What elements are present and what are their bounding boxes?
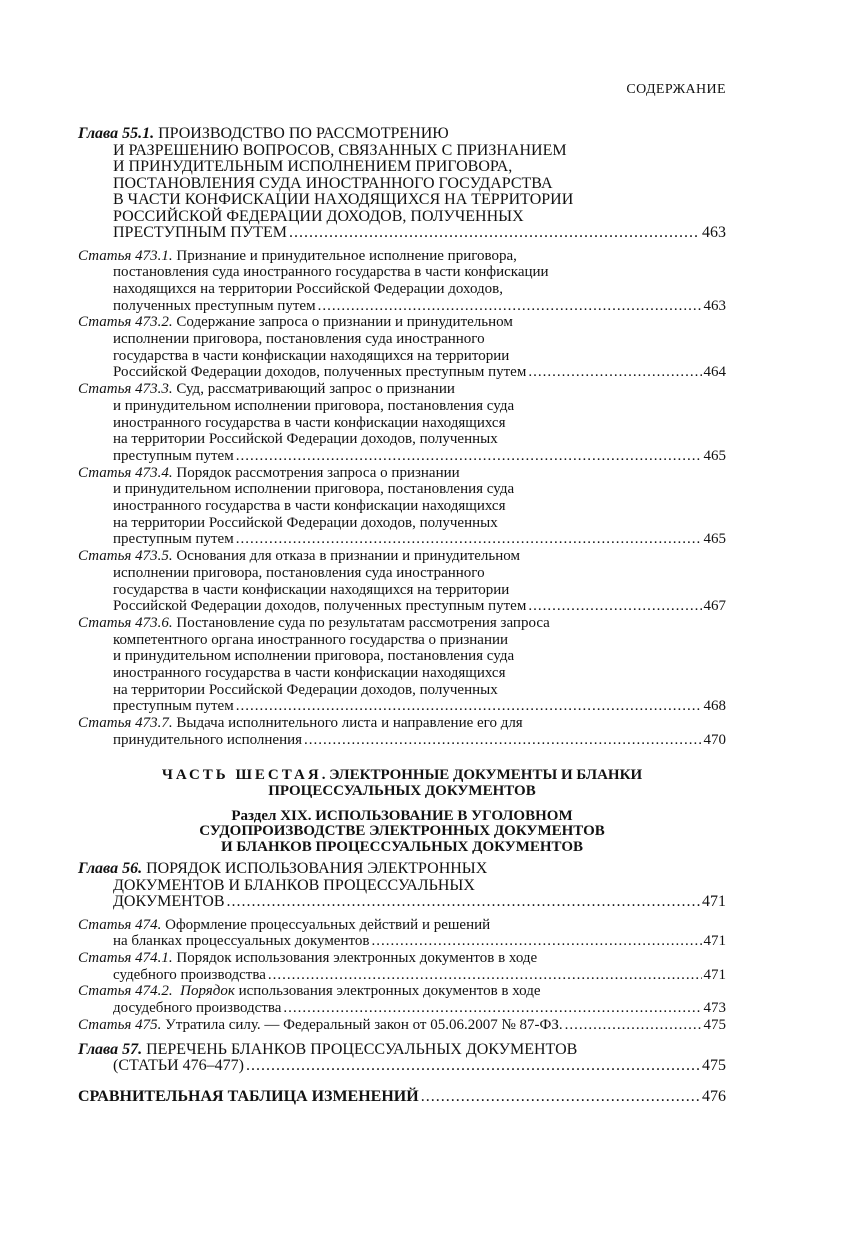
- leader-dots: [528, 364, 701, 381]
- toc-chapter-55-1[interactable]: [78, 126, 726, 242]
- entry-text: иностранного государства в части конфискации находящихся: [113, 414, 506, 431]
- entry-text: на территории Российской Федерации доходов, полученных: [113, 431, 498, 448]
- section-19-heading[interactable]: [78, 809, 726, 856]
- page-number: 475: [702, 1057, 726, 1075]
- entry-text: ДОКУМЕНТОВ И БЛАНКОВ ПРОЦЕССУАЛЬНЫХ: [113, 876, 475, 894]
- toc-article-475[interactable]: [78, 1017, 726, 1034]
- page-number: 473: [703, 1000, 726, 1017]
- part-title: . ЭЛЕКТРОННЫЕ ДОКУМЕНТЫ И БЛАНКИ: [321, 766, 643, 783]
- entry-text: постановления суда иностранного государства в части конфискации: [113, 264, 549, 281]
- entry-text: ПОРЯДОК ИСПОЛЬЗОВАНИЯ ЭЛЕКТРОННЫХ: [146, 860, 488, 878]
- part-label: ЧАСТЬ ШЕСТАЯ: [161, 766, 322, 783]
- page-number: 465: [703, 447, 726, 464]
- entry-text: Суд, рассматривающий запрос о признании: [176, 381, 455, 398]
- toc-article-473-3[interactable]: [78, 381, 726, 465]
- entry-text: ПЕРЕЧЕНЬ БЛАНКОВ ПРОЦЕССУАЛЬНЫХ ДОКУМЕНТОВ: [146, 1040, 578, 1058]
- entry-text: государства в части конфискации находящихся на территории: [113, 581, 510, 598]
- entry-text: иностранного государства в части конфискации находящихся: [113, 498, 506, 515]
- article-label: Статья 473.5.: [78, 548, 173, 565]
- table-of-contents: [78, 126, 726, 1111]
- entry-text: Основания для отказа в признании и принудительном: [176, 548, 520, 565]
- leader-dots: [304, 732, 701, 749]
- toc-article-473-1[interactable]: [78, 248, 726, 315]
- article-label: Статья 475.: [78, 1016, 162, 1033]
- toc-article-473-6[interactable]: [78, 615, 726, 715]
- page-number: 464: [703, 364, 726, 381]
- leader-dots: [268, 967, 702, 984]
- entry-text: И ПРИНУДИТЕЛЬНЫМ ИСПОЛНЕНИЕМ ПРИГОВОРА,: [113, 158, 513, 175]
- toc-article-473-4[interactable]: [78, 465, 726, 549]
- entry-text: Оформление процессуальных действий и решений: [165, 916, 491, 933]
- section-title: И БЛАНКОВ ПРОЦЕССУАЛЬНЫХ ДОКУМЕНТОВ: [220, 838, 584, 855]
- toc-comparison-table[interactable]: [78, 1089, 726, 1106]
- section-title: СУДОПРОИЗВОДСТВЕ ЭЛЕКТРОННЫХ ДОКУМЕНТОВ: [199, 823, 605, 840]
- leader-dots: [318, 298, 702, 315]
- toc-article-473-5[interactable]: [78, 548, 726, 615]
- entry-text: преступным путем: [113, 698, 234, 715]
- page-number: 465: [703, 531, 726, 548]
- article-label: Статья 473.1.: [78, 247, 173, 264]
- entry-text: ДОКУМЕНТОВ: [113, 893, 225, 911]
- entry-text: полученных преступным путем: [113, 297, 316, 314]
- entry-text: на бланках процессуальных документов: [113, 933, 370, 950]
- entry-text: Признание и принудительное исполнение приговора,: [176, 247, 517, 264]
- page-number: 476: [702, 1087, 726, 1105]
- entry-text: Выдача исполнительного листа и направление его для: [176, 715, 523, 732]
- entry-text: Российской Федерации доходов, полученных преступным путем: [113, 364, 527, 381]
- entry-text: Утратила силу. — Федеральный закон от 05.06.2007 № 87-ФЗ.: [165, 1016, 563, 1033]
- entry-text: В ЧАСТИ КОНФИСКАЦИИ НАХОДЯЩИХСЯ НА ТЕРРИТОРИИ: [113, 191, 574, 208]
- entry-text: и принудительном исполнении приговора, постановления суда: [113, 397, 515, 414]
- entry-text: (СТАТЬИ 476–477): [113, 1057, 244, 1075]
- leader-dots: [236, 448, 702, 465]
- article-label: Статья 473.3.: [78, 381, 173, 398]
- leader-dots: [421, 1089, 700, 1106]
- section-title: Раздел XIX. ИСПОЛЬЗОВАНИЕ В УГОЛОВНОМ: [231, 807, 573, 824]
- entry-text: исполнении приговора, постановления суда иностранного: [113, 331, 485, 348]
- entry-text: государства в части конфискации находящихся на территории: [113, 347, 510, 364]
- article-label: Статья 473.7.: [78, 715, 173, 732]
- entry-text: на территории Российской Федерации доходов, полученных: [113, 514, 498, 531]
- entry-text: ПРЕСТУПНЫМ ПУТЕМ: [113, 224, 287, 241]
- toc-article-473-7[interactable]: [78, 715, 726, 748]
- entry-text: и принудительном исполнении приговора, постановления суда: [113, 648, 515, 665]
- entry-text: судебного производства: [113, 966, 266, 983]
- entry-text: на территории Российской Федерации доходов, полученных: [113, 681, 498, 698]
- leader-dots: [371, 933, 701, 950]
- chapter-label: Глава 56.: [78, 860, 143, 878]
- leader-dots: [528, 598, 701, 615]
- entry-text: Постановление суда по результатам рассмотрения запроса: [176, 614, 550, 631]
- entry-text: и принудительном исполнении приговора, постановления суда: [113, 481, 515, 498]
- page-number: 463: [702, 224, 726, 241]
- page-number: 468: [703, 698, 726, 715]
- entry-text: Порядок использования электронных документов в ходе: [176, 950, 538, 966]
- entry-text: исполнении приговора, постановления суда иностранного: [113, 564, 485, 581]
- leader-dots: [236, 531, 702, 548]
- entry-text: Порядок рассмотрения запроса о признании: [176, 464, 460, 481]
- part-six-heading[interactable]: [78, 767, 726, 799]
- page-number: 471: [703, 966, 726, 983]
- toc-chapter-56[interactable]: [78, 861, 726, 911]
- entry-text: ПРОИЗВОДСТВО ПО РАССМОТРЕНИЮ: [158, 125, 449, 142]
- entry-text: преступным путем: [113, 531, 234, 548]
- entry-text: Российской Федерации доходов, полученных преступным путем: [113, 598, 527, 615]
- article-label: Статья 473.4.: [78, 464, 173, 481]
- entry-text: СРАВНИТЕЛЬНАЯ ТАБЛИЦА ИЗМЕНЕНИЙ: [78, 1087, 419, 1105]
- page-number: 463: [703, 297, 726, 314]
- entry-text: находящихся на территории Российской Федерации доходов,: [113, 280, 503, 297]
- entry-text: использования электронных документов в ходе: [238, 983, 541, 1000]
- page-number: 471: [703, 933, 726, 950]
- chapter-label: Глава 57.: [78, 1040, 143, 1058]
- toc-chapter-57[interactable]: [78, 1042, 726, 1075]
- toc-article-474[interactable]: [78, 917, 726, 950]
- entry-text: Содержание запроса о признании и принудительном: [176, 314, 513, 331]
- entry-text: И РАЗРЕШЕНИЮ ВОПРОСОВ, СВЯЗАННЫХ С ПРИЗНАНИЕМ: [113, 141, 567, 159]
- toc-article-473-2[interactable]: [78, 314, 726, 381]
- page-number: 475: [703, 1016, 726, 1033]
- page-number: 470: [703, 731, 726, 748]
- entry-text: преступным путем: [113, 447, 234, 464]
- entry-text: ПОСТАНОВЛЕНИЯ СУДА ИНОСТРАННОГО ГОСУДАРСТВА: [113, 174, 553, 192]
- article-label: Статья 473.2.: [78, 314, 173, 331]
- leader-dots: [236, 698, 702, 715]
- article-label: Статья 474.2.: [78, 983, 173, 1000]
- entry-text: компетентного органа иностранного государства о признании: [113, 631, 509, 648]
- entry-text: досудебного производства: [113, 1000, 282, 1017]
- leader-dots: [227, 894, 701, 911]
- article-label: Порядок: [180, 983, 235, 1000]
- article-label: Статья 474.1.: [78, 950, 173, 966]
- entry-text: иностранного государства в части конфискации находящихся: [113, 665, 506, 682]
- leader-dots: [289, 225, 700, 242]
- chapter-label: Глава 55.1.: [78, 125, 155, 142]
- part-title: ПРОЦЕССУАЛЬНЫХ ДОКУМЕНТОВ: [268, 782, 536, 799]
- page-number: 467: [703, 598, 726, 615]
- toc-article-474-2[interactable]: [78, 983, 726, 1016]
- leader-dots: [565, 1017, 702, 1034]
- entry-text: принудительного исполнения: [113, 731, 303, 748]
- entry-text: РОССИЙСКОЙ ФЕДЕРАЦИИ ДОХОДОВ, ПОЛУЧЕННЫХ: [113, 207, 524, 225]
- article-label: Статья 473.6.: [78, 614, 173, 631]
- running-head: СОДЕРЖАНИЕ: [626, 82, 726, 97]
- leader-dots: [246, 1058, 700, 1075]
- page-number: 471: [702, 893, 726, 911]
- leader-dots: [283, 1000, 701, 1017]
- toc-article-474-1[interactable]: [78, 950, 726, 983]
- article-label: Статья 474.: [78, 916, 162, 933]
